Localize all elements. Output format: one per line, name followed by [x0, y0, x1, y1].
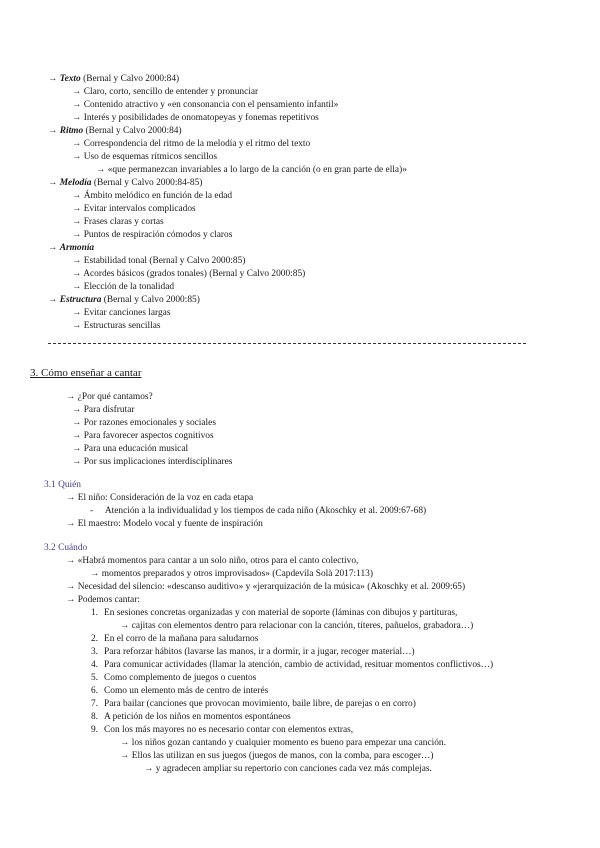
- estructura-item: → Estructuras sencillas: [72, 321, 161, 331]
- arrow-icon: →: [66, 582, 76, 592]
- arrow-icon: →: [72, 457, 82, 467]
- arrow-icon: →: [90, 569, 100, 579]
- estructura-title: Estructura: [59, 295, 102, 305]
- cuando-list-item: 3. Para reforzar hábitos (lavarse las manos, ir a dormir, ir a jugar, recoger material…): [90, 647, 415, 657]
- cuando-list-item: 9. Con los más mayores no es necesario contar con elementos extras,: [90, 725, 354, 735]
- melodia-heading: [48, 177, 202, 189]
- arrow-icon: →: [66, 392, 76, 402]
- texto-item: → Interés y posibilidades de onomatopeyas y fonemas repetitivos: [72, 113, 319, 123]
- arrow-icon: →: [120, 738, 130, 748]
- arrow-icon: →: [72, 230, 82, 240]
- armonia-heading: [48, 242, 94, 254]
- cuando-list-item: 8. A petición de los niños en momentos espontáneos: [90, 712, 291, 722]
- texto-item: → Contenido atractivo y «en consonancia con el pensamiento infantil»: [72, 100, 339, 110]
- section-3-title: 3. Cómo enseñar a cantar: [30, 367, 142, 379]
- armonia-title: Armonía: [59, 243, 95, 253]
- estructura-item: → Evitar canciones largas: [72, 308, 171, 318]
- arrow-icon: →: [72, 87, 82, 97]
- melodia-item: → Evitar intervalos complicados: [72, 204, 196, 214]
- reason-item: → Por razones emocionales y sociales: [72, 418, 216, 428]
- texto-item: → Claro, corto, sencillo de entender y pronunciar: [72, 87, 259, 97]
- arrow-icon: →: [72, 139, 82, 149]
- armonia-item: → Acordes básicos (grados tonales) (Bernal y Calvo 2000:85): [72, 269, 306, 279]
- subsection-quien-title: 3.1 Quién: [44, 480, 81, 490]
- cuando-quote-line2: → momentos preparados y otros improvisados» (Capdevila Solà 2017:113): [90, 569, 373, 579]
- quien-teacher: → El maestro: Modelo vocal y fuente de inspiración: [66, 519, 263, 529]
- cuando-item9-sub: → Ellos las utilizan en sus juegos (juegos de manos, con la comba, para escoger…): [120, 751, 434, 761]
- arrow-icon: →: [72, 217, 82, 227]
- arrow-icon: →: [72, 256, 82, 266]
- cuando-list-item: 7. Para bailar (canciones que provocan movimiento, baile libre, de parejas o en corro): [90, 699, 416, 709]
- arrow-icon: →: [72, 431, 82, 441]
- ritmo-title: Ritmo: [59, 126, 84, 136]
- ritmo-heading: [48, 125, 182, 137]
- arrow-icon: →: [48, 126, 58, 136]
- reason-item: → Para una educación musical: [72, 444, 189, 454]
- arrow-icon: →: [72, 418, 82, 428]
- estructura-heading: [48, 294, 200, 306]
- armonia-item: → Elección de la tonalidad: [72, 282, 175, 292]
- quien-child: → El niño: Consideración de la voz en cada etapa: [66, 493, 254, 503]
- melodia-title: Melodía: [59, 178, 92, 188]
- cuando-item9-subsub: → y agradecen ampliar su repertorio con canciones cada vez más complejas.: [144, 764, 432, 774]
- arrow-icon: →: [120, 621, 130, 631]
- reason-item: → Para disfrutar: [72, 405, 135, 415]
- melodia-item: → Puntos de respiración cómodos y claros: [72, 230, 233, 240]
- arrow-icon: →: [72, 321, 82, 331]
- cuando-list-item: 2. En el corro de la mañana para saludarnos: [90, 634, 259, 644]
- cuando-podemos: → Podemos cantar:: [66, 595, 140, 605]
- arrow-icon: →: [72, 308, 82, 318]
- ritmo-ref: (Bernal y Calvo 2000:84): [83, 126, 182, 136]
- arrow-icon: →: [72, 269, 82, 279]
- arrow-icon: →: [144, 764, 154, 774]
- arrow-icon: →: [72, 204, 82, 214]
- melodia-item: → Frases claras y cortas: [72, 217, 164, 227]
- section-divider: [48, 343, 526, 344]
- arrow-icon: →: [66, 595, 76, 605]
- why-sing-question: → ¿Por qué cantamos?: [66, 392, 153, 402]
- arrow-icon: →: [72, 100, 82, 110]
- ritmo-item: → Correspondencia del ritmo de la melodía y el ritmo del texto: [72, 139, 311, 149]
- subsection-cuando-title: 3.2 Cuándo: [44, 543, 88, 553]
- quien-child-sub: - Atención a la individualidad y los tiempos de cada niño (Akoschky et al. 2009:67-68): [90, 506, 427, 516]
- arrow-icon: →: [48, 178, 58, 188]
- texto-heading: [48, 73, 179, 85]
- ritmo-item: → Uso de esquemas rítmicos sencillos: [72, 152, 218, 162]
- cuando-list-item: 4. Para comunicar actividades (llamar la atención, cambio de actividad, resituar momentos conflictivos…): [90, 660, 494, 670]
- arrow-icon: →: [120, 751, 130, 761]
- dash-bullet: -: [90, 506, 94, 516]
- texto-title: Texto: [59, 74, 81, 84]
- arrow-icon: →: [48, 243, 58, 253]
- melodia-item: → Ámbito melódico en función de la edad: [72, 191, 233, 201]
- arrow-icon: →: [72, 113, 82, 123]
- cuando-list-item: 5. Como complemento de juegos o cuentos: [90, 673, 257, 683]
- arrow-icon: →: [72, 444, 82, 454]
- melodia-ref: (Bernal y Calvo 2000:84-85): [91, 178, 203, 188]
- arrow-icon: →: [72, 152, 82, 162]
- arrow-icon: →: [66, 519, 76, 529]
- cuando-list-item: 6. Como un elemento más de centro de interés: [90, 686, 269, 696]
- arrow-icon: →: [48, 295, 58, 305]
- cuando-list-item: 1. En sesiones concretas organizadas y con material de soporte (láminas con dibujos y partituras,: [90, 608, 458, 618]
- cuando-item9-sub: → los niños gozan cantando y cualquier momento es bueno para empezar una canción.: [120, 738, 446, 748]
- arrow-icon: →: [48, 74, 58, 84]
- cuando-quote-line1: → «Habrá momentos para cantar a un solo niño, otros para el canto colectivo,: [66, 556, 359, 566]
- arrow-icon: →: [72, 282, 82, 292]
- cuando-list-item-cont: → cajitas con elementos dentro para relacionar con la canción, títeres, pañuelos, grabadora…): [120, 621, 474, 631]
- armonia-item: → Estabilidad tonal (Bernal y Calvo 2000:85): [72, 256, 246, 266]
- arrow-icon: →: [66, 493, 76, 503]
- arrow-icon: →: [72, 405, 82, 415]
- estructura-ref: (Bernal y Calvo 2000:85): [101, 295, 200, 305]
- arrow-icon: →: [96, 165, 106, 175]
- texto-ref: (Bernal y Calvo 2000:84): [80, 74, 180, 84]
- reason-item: → Por sus implicaciones interdisciplinares: [72, 457, 233, 467]
- ritmo-subitem: → «que permanezcan invariables a lo largo de la canción (o en gran parte de ella)»: [96, 165, 407, 175]
- arrow-icon: →: [66, 556, 76, 566]
- reason-item: → Para favorecer aspectos cognitivos: [72, 431, 214, 441]
- arrow-icon: →: [72, 191, 82, 201]
- cuando-silence: → Necesidad del silencio: «descanso auditivo» y «jerarquización de la música» (Akoschky et al. 2009:65): [66, 582, 466, 592]
